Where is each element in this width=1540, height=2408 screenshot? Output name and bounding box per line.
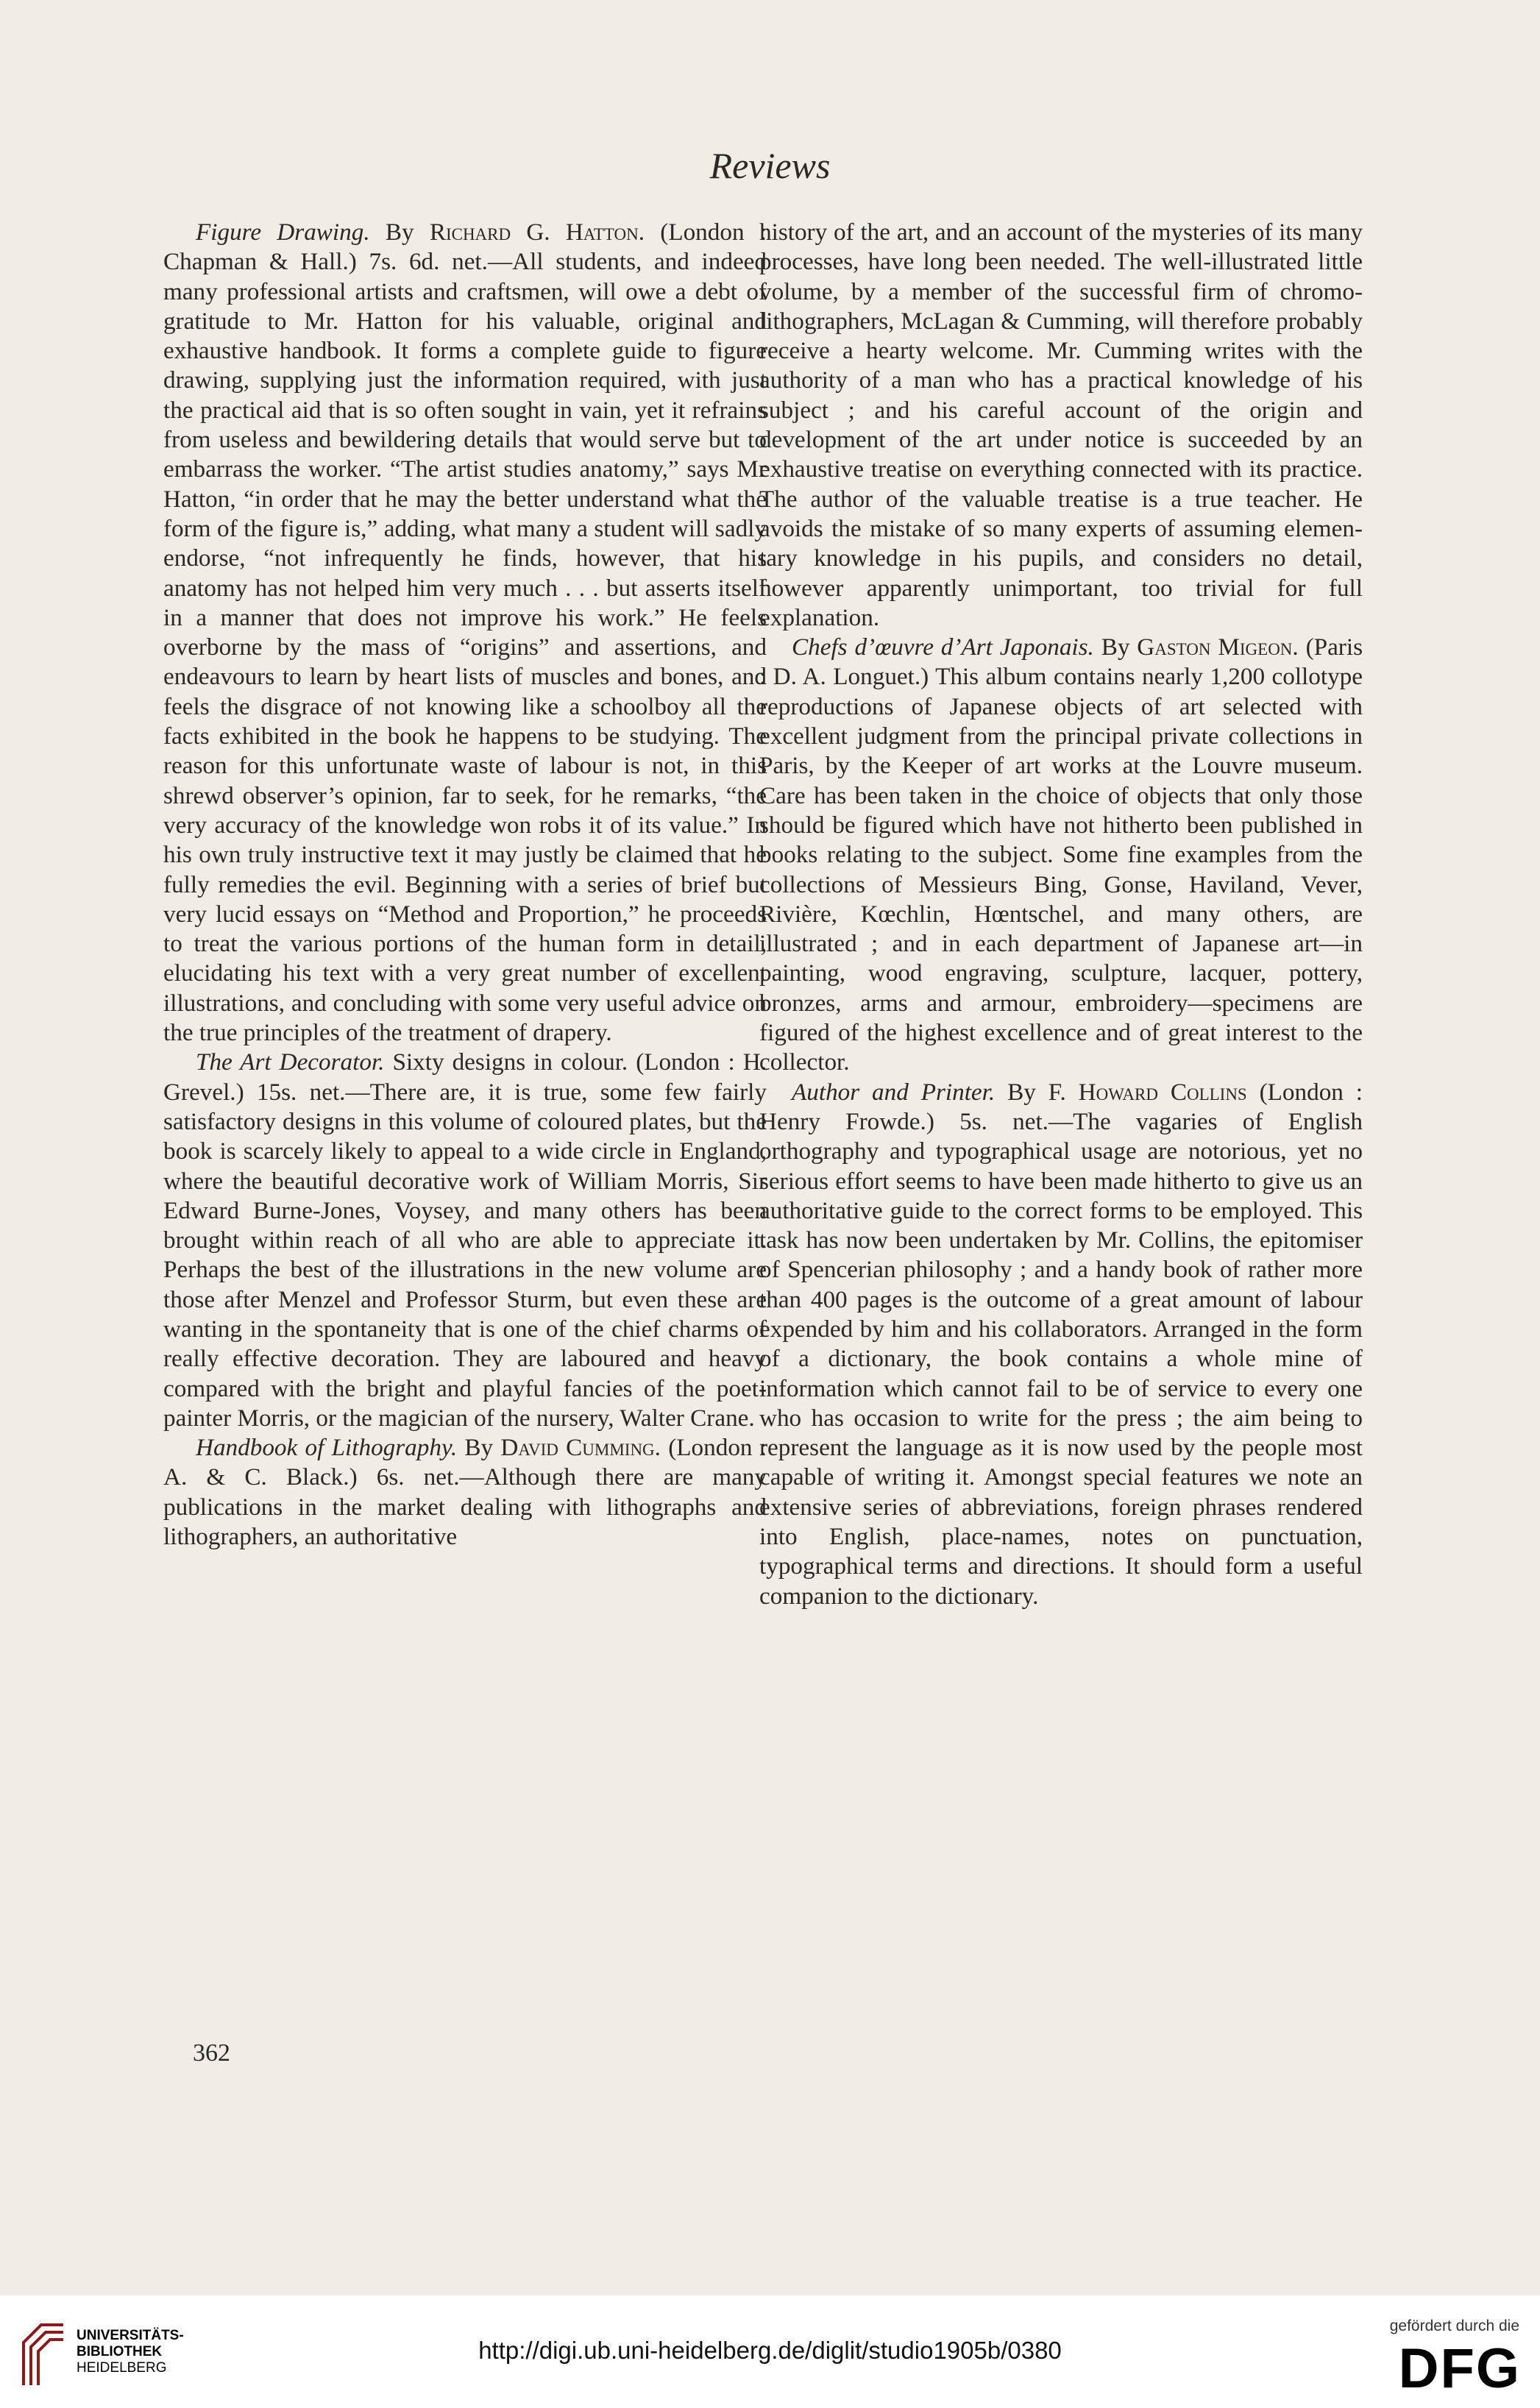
review-art-decorator — [163, 1048, 767, 1433]
review-body: (Paris : D. A. Longuet.) This album contains nearly 1,200 collotype reproductions of Japanese objects of art selected with excellent judgment from the principal private collections in Paris, by the Keeper of art works at the Louvre museum. Care has been taken in the choice of objects that only those should be figured which have not hitherto been published in books relating to the subject. Some fine examples from the collections of Messieurs Bing, Gonse, Haviland, Vever, Rivière, Kœchlin, Hœntschel, and many others, are illustrated ; and in each department of Japanese art—in painting, wood engraving, sculpture, lacquer, pottery, bronzes, arms and armour, embroidery—specimens are figured of the highest excellence and of great interest to the collector. — [759, 633, 1363, 1076]
review-author: Richard G. Hatton. — [429, 219, 645, 246]
review-body: (London : A. & C. Black.) 6s. net.—Although there are many publications in the market dealing with lithographs and lithographers, an authoritative — [163, 1434, 767, 1551]
review-figure-drawing: Figure Drawing. By Richard G. Hatton. (London : Chapman & Hall.) 7s. 6d. net.—All students, and indeed many professional artists and craftsmen, will owe a debt of gratitude to Mr. Hatton for his valuable, original and exhaustive handbook. It forms a complete guide to figure drawing, supplying just the information required, with just the practical aid that is so often sought in vain, yet it refrains from useless and bewildering details that would serve but to embarrass the worker. “The artist studies anatomy,” says Mr Hatton, “in order that he may the better understand what the form of the figure is,” adding, what many a student will sadly endorse, “not infrequently he finds, however, that his anatomy has not helped him very much . . . but asserts itself in a manner that does not improve his work.” He feels overborne by the mass of “origins” and assertions, and endeavours to learn by heart lists of muscles and bones, and feels the disgrace of not knowing like a schoolboy all the facts exhibited in the book he happens to be studying. The reason for this unfortunate waste of labour is not, in this shrewd observer’s opinion, far to seek, for he remarks, “the very accuracy of the knowledge won robs it of its value.” In his own truly instructive text it may justly be claimed that he fully remedies the evil. Beginning with a series of brief but very lucid essays on “Method and Proportion,” he proceeds to treat the various portions of the human form in detail, elucidating his text with a very great number of excellent illustrations, and concluding with some very useful advice on the true principles of the treatment of drapery. — [163, 219, 767, 1047]
digitization-footer — [0, 2295, 1540, 2408]
right-column — [759, 218, 1363, 1611]
review-body: (London : Henry Frowde.) 5s. net.—The vagaries of English orthography and typographical usage are notorious, yet no serious effort seems to have been made hitherto to give us an authoritative guide to the correct forms to be employed. This task has now been undertaken by Mr. Collins, the epitomiser of Spencerian philosophy ; and a handy book of rather more than 400 pages is the outcome of a great amount of labour expended by him and his collaborators. Arranged in the form of a dictionary, the book contains a whole mine of information which cannot fail to be of service to every one who has occasion to write for the press ; the aim being to represent the language as it is now used by the people most capable of writing it. Amongst special features we note an extensive series of abbreviations, foreign phrases rendered into English, place-names, notes on punctuation, typographical terms and directions. It should form a useful companion to the dictionary. — [759, 1078, 1363, 1610]
review-chefs-doeuvre: Chefs d’œuvre d’Art Japonais. By Gaston Migeon. (Paris : D. A. Longuet.) This album contains nearly 1,200 collotype reproductions of Japanese objects of art selected with excellent judgment from the principal private collections in Paris, by the Keeper of art works at the Louvre museum. Care has been taken in the choice of objects that only those should be figured which have not hitherto been published in books relating to the subject. Some fine examples from the collections of Messieurs Bing, Gonse, Haviland, Vever, Rivière, Kœchlin, Hœntschel, and many others, are illustrated ; and in each department of Japanese art—in painting, wood engraving, sculpture, lacquer, pottery, bronzes, arms and armour, embroidery—specimens are figured of the highest excellence and of great interest to the collector. — [759, 633, 1363, 1076]
running-head: Reviews — [709, 145, 831, 186]
dfg-logo: DFG — [1398, 2337, 1521, 2400]
left-column — [163, 218, 767, 1552]
review-title: Author and Printer. — [792, 1078, 996, 1106]
funding-note: gefördert durch die — [1389, 2318, 1519, 2334]
review-author: David Cumming. — [500, 1434, 661, 1462]
review-author: F. Howard Collins — [1048, 1078, 1247, 1106]
review-author: Gaston Migeon. — [1137, 633, 1299, 661]
review-title: Chefs d’œuvre d’Art Japonais. — [792, 633, 1094, 661]
review-author-and-printer: Author and Printer. By F. Howard Collins (London : Henry Frowde.) 5s. net.—The vagaries of English orthography and typographical usage are notorious, yet no serious effort seems to have been made hitherto to give us an authoritative guide to the correct forms to be employed. This task has now been undertaken by Mr. Collins, the epitomiser of Spencerian philosophy ; and a handy book of rather more than 400 pages is the outcome of a great amount of labour expended by him and his collaborators. Arranged in the form of a dictionary, the book contains a whole mine of information which cannot fail to be of service to every one who has occasion to write for the press ; the aim being to represent the language as it is now used by the people most capable of writing it. Amongst special features we note an extensive series of abbreviations, foreign phrases rendered into English, place-names, notes on punctuation, typographical terms and directions. It should form a useful companion to the dictionary. — [759, 1078, 1363, 1610]
review-title: The Art Decorator. — [196, 1048, 385, 1076]
review-title: Handbook of Lithography. — [196, 1434, 458, 1462]
review-title: Figure Drawing. — [196, 219, 370, 246]
review-body: (London : Chapman & Hall.) 7s. 6d. net.—All students, and indeed many professional artists and craftsmen, will owe a debt of gratitude to Mr. Hatton for his valuable, original and exhaustive handbook. It forms a complete guide to figure drawing, supplying just the information required, with just the practical aid that is so often sought in vain, yet it refrains from useless and bewildering details that would serve but to embarrass the worker. “The artist studies anatomy,” says Mr Hatton, “in order that he may the better understand what the form of the figure is,” adding, what many a student will sadly endorse, “not infrequently he finds, however, that his anatomy has not helped him very much . . . but asserts itself in a manner that does not improve his work.” He feels overborne by the mass of “origins” and assertions, and endeavours to learn by heart lists of muscles and bones, and feels the disgrace of not knowing like a schoolboy all the facts exhibited in the book he happens to be studying. The reason for this unfortunate waste of labour is not, in this shrewd observer’s opinion, far to seek, for he remarks, “the very accuracy of the knowledge won robs it of its value.” In his own truly instructive text it may justly be claimed that he fully remedies the evil. Beginning with a series of brief but very lucid essays on “Method and Proportion,” he proceeds to treat the various portions of the human form in detail, elucidating his text with a very great number of excellent illustrations, and concluding with some very useful advice on the true principles of the treatment of drapery. — [163, 219, 767, 1047]
library-name: UNIVERSITÄTS- BIBLIOTHEK HEIDELBERG — [77, 2328, 184, 2376]
review-handbook-lithography: Handbook of Lithography. By David Cumming. (London : A. & C. Black.) 6s. net.—Although there are many publications in the market dealing with lithographs and lithographers, an authoritative — [163, 1434, 767, 1551]
review-body: Sixty designs in colour. (London : H. Grevel.) 15s. net.—There are, it is true, some few fairly satisfactory designs in this volume of coloured plates, but the book is scarcely likely to appeal to a wide circle in England, where the beautiful decorative work of William Morris, Sir Edward Burne-Jones, Voysey, and many others has been brought within reach of all who are able to appreciate it. Perhaps the best of the illustrations in the new volume are those after Menzel and Professor Sturm, but even these are wanting in the spontaneity that is one of the chief charms of really effective decoration. They are laboured and heavy compared with the bright and playful fancies of the poet-painter Morris, or the magician of the nursery, Walter Crane. — [163, 1048, 767, 1432]
page-number: 362 — [193, 2039, 230, 2067]
review-handbook-lithography-continued: history of the art, and an account of the mysteries of its many processes, have long been needed. The well-illustrated little volume, by a member of the successful firm of chromo-lithographers, McLagan & Cumming, will therefore probably receive a hearty welcome. Mr. Cumming writes with the authority of a man who has a practical knowledge of his subject ; and his careful account of the origin and development of the art under notice is succeeded by an exhaustive treatise on everything connected with its practice. The author of the valuable treatise is a true teacher. He avoids the mistake of so many experts of assuming elementary knowledge in his pupils, and considers no detail, however apparently unimportant, too trivial for full explanation. — [759, 219, 1363, 631]
source-url-link[interactable]: http://digi.ub.uni-heidelberg.de/diglit/studio1905b/0380 — [478, 2337, 1062, 2364]
